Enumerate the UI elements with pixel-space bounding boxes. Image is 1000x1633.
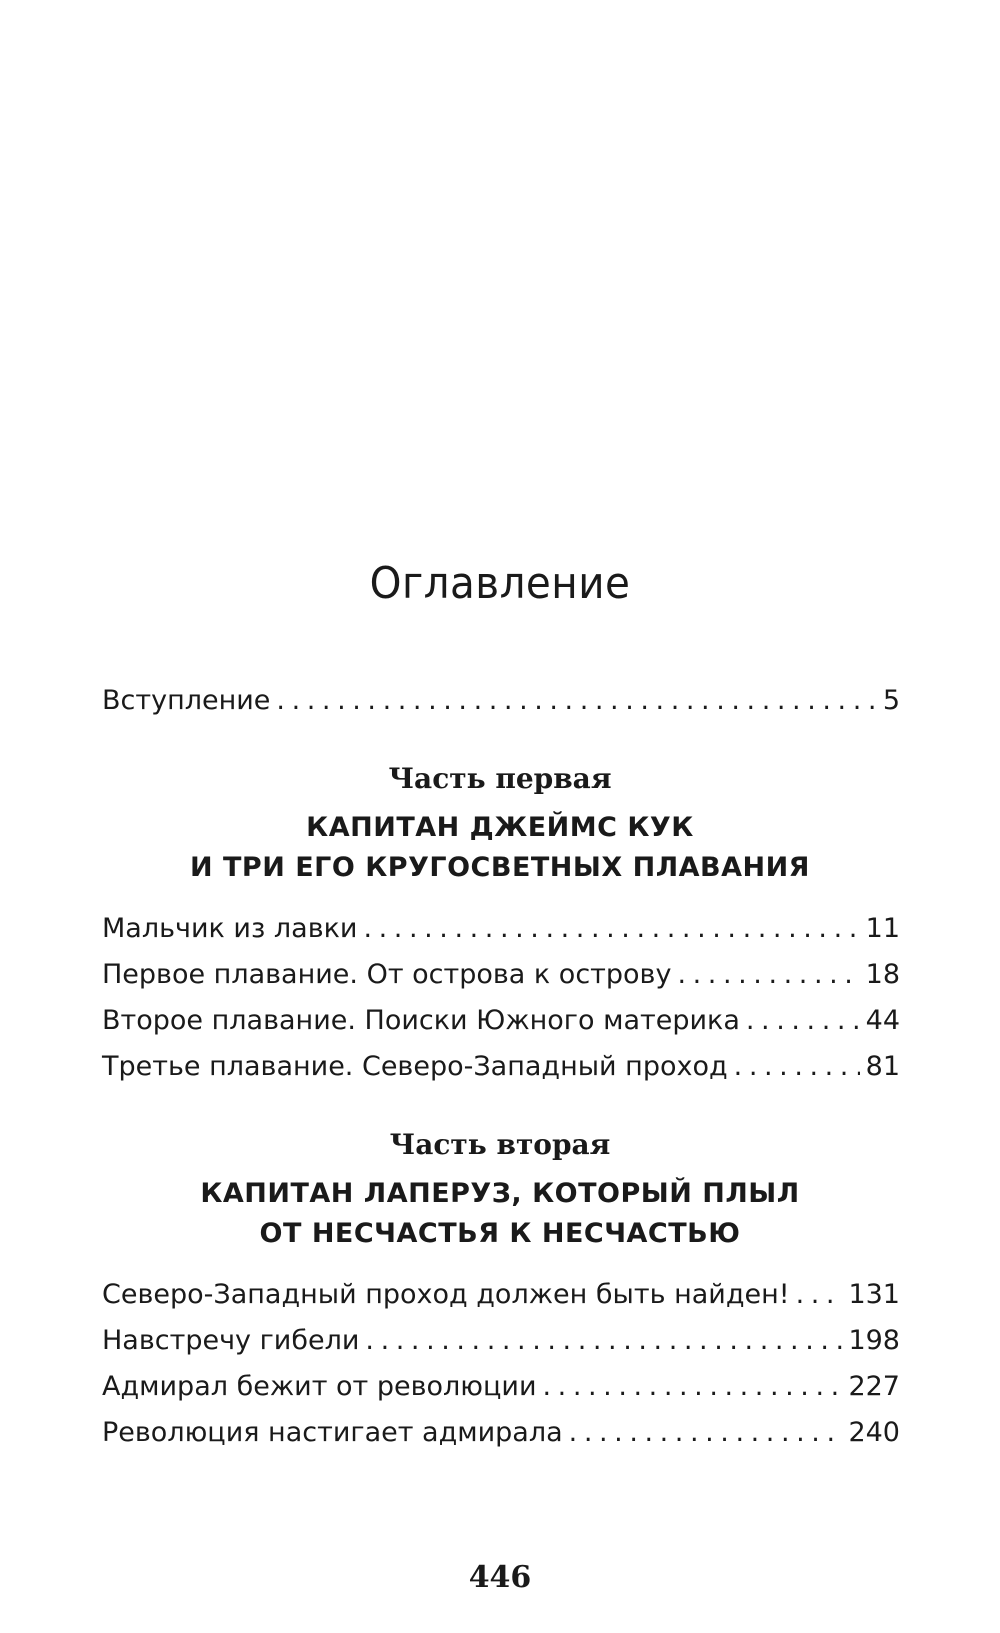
part-one-heading [0, 808, 1000, 888]
part-one-heading-line-2: И ТРИ ЕГО КРУГОСВЕТНЫХ ПЛАВАНИЯ [190, 852, 810, 883]
part-two-label: Часть вторая [389, 1128, 611, 1161]
page-number: 446 [468, 1560, 532, 1595]
toc-entry-page: 5 [882, 685, 900, 716]
toc-entry-label: Навстречу гибели [102, 1325, 360, 1356]
dot-leader [276, 684, 876, 718]
toc-entry-page: 198 [848, 1325, 900, 1356]
toc-entry [102, 1370, 900, 1404]
part-two-heading [0, 1174, 1000, 1254]
toc-entry-label: Адмирал бежит от революции [102, 1371, 537, 1402]
toc-entry-page: 18 [865, 959, 900, 990]
part-two-heading-line-2: ОТ НЕСЧАСТЬЯ К НЕСЧАСТЬЮ [259, 1218, 741, 1249]
toc-entry-page: 240 [848, 1417, 900, 1448]
dot-leader [363, 912, 859, 946]
part-one-heading-line-1: КАПИТАН ДЖЕЙМС КУК [306, 812, 694, 843]
dot-leader [677, 958, 859, 992]
dot-leader [796, 1278, 843, 1312]
toc-entry-label: Северо-Западный проход должен быть найден! [102, 1279, 790, 1310]
toc-entry-page: 227 [848, 1371, 900, 1402]
toc-entry [102, 1004, 900, 1038]
toc-entry-label: Революция настигает адмирала [102, 1417, 563, 1448]
toc-entry-label: Третье плавание. Северо-Западный проход [102, 1051, 728, 1082]
toc-entry-page: 11 [865, 913, 900, 944]
dot-leader [543, 1370, 843, 1404]
toc-entry-label: Мальчик из лавки [102, 913, 358, 944]
part-two-heading-line-1: КАПИТАН ЛАПЕРУЗ, КОТОРЫЙ ПЛЫЛ [200, 1178, 800, 1209]
toc-entry [102, 1278, 900, 1312]
toc-entry [102, 958, 900, 992]
toc-entry-label: Первое плавание. От острова к острову [102, 959, 672, 990]
dot-leader [365, 1324, 842, 1358]
toc-entry [102, 912, 900, 946]
toc-entry-page: 81 [865, 1051, 900, 1082]
toc-entry-page: 131 [848, 1279, 900, 1310]
toc-title: Оглавление [369, 558, 631, 609]
toc-entry [102, 1050, 900, 1084]
toc-entry-intro [102, 684, 900, 718]
toc-entry-label: Второе плавание. Поиски Южного материка [102, 1005, 740, 1036]
part-one-label: Часть первая [388, 762, 612, 795]
toc-entry-label: Вступление [102, 685, 271, 716]
toc-entry [102, 1324, 900, 1358]
toc-entry-page: 44 [865, 1005, 900, 1036]
dot-leader [569, 1416, 843, 1450]
dot-leader [734, 1050, 860, 1084]
toc-entry [102, 1416, 900, 1450]
dot-leader [746, 1004, 860, 1038]
